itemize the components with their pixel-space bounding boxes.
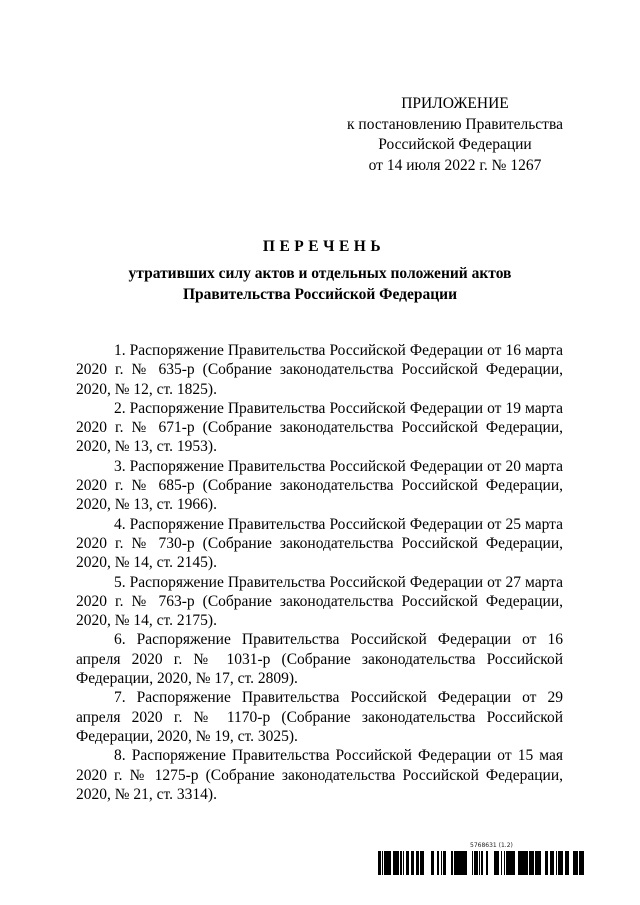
document-code: 5768631 (1.2) [470, 842, 513, 849]
acts-list [76, 341, 563, 804]
barcode-icon [378, 851, 584, 875]
list-item: 2. Распоряжение Правительства Российской Федерации от 19 марта 2020 г. № 671-р (Собрание законодательства Российской Федерации, 2020, № 13, ст. 1953). [76, 399, 563, 456]
appendix-label: ПРИЛОЖЕНИЕ [401, 95, 509, 112]
list-item: 3. Распоряжение Правительства Российской Федерации от 20 марта 2020 г. № 685-р (Собрание законодательства Российской Федерации, 2020, № 13, ст. 1966). [76, 457, 563, 514]
appendix-resolution-ref: к постановлению Правительства [347, 115, 563, 133]
list-item: 6. Распоряжение Правительства Российской Федерации от 16 апреля 2020 г. № 1031-р (Собрание законодательства Российской Федерации, 2020, № 17, ст. 2809). [76, 631, 563, 688]
list-item: 5. Распоряжение Правительства Российской Федерации от 27 марта 2020 г. № 763-р (Собрание законодательства Российской Федерации, 2020, № 14, ст. 2175). [76, 573, 563, 630]
document-subtitle [0, 264, 640, 305]
appendix-government-ref: Российской Федерации [378, 136, 532, 153]
list-item: 8. Распоряжение Правительства Российской Федерации от 15 мая 2020 г. № 1275-р (Собрание законодательства Российской Федерации, 2020, № 21, ст. 3314). [76, 747, 563, 803]
subtitle-line-1: утративших силу актов и отдельных положений актов [128, 265, 512, 282]
list-item: 7. Распоряжение Правительства Российской Федерации от 29 апреля 2020 г. № 1170-р (Собрание законодательства Российской Федерации, 2020, № 19, ст. 3025). [76, 689, 563, 745]
document-title: ПЕРЕЧЕНЬ [262, 238, 386, 255]
appendix-date-number: от 14 июля 2022 г. № 1267 [368, 156, 542, 174]
appendix-header [330, 94, 580, 176]
subtitle-line-2: Правительства Российской Федерации [182, 285, 458, 303]
list-item: 4. Распоряжение Правительства Российской Федерации от 25 марта 2020 г. № 730-р (Собрание законодательства Российской Федерации, 2020, № 14, ст. 2145). [76, 515, 563, 572]
list-item: 1. Распоряжение Правительства Российской Федерации от 16 марта 2020 г. № 635-р (Собрание законодательства Российской Федерации, 2020, № 12, ст. 1825). [76, 342, 563, 398]
